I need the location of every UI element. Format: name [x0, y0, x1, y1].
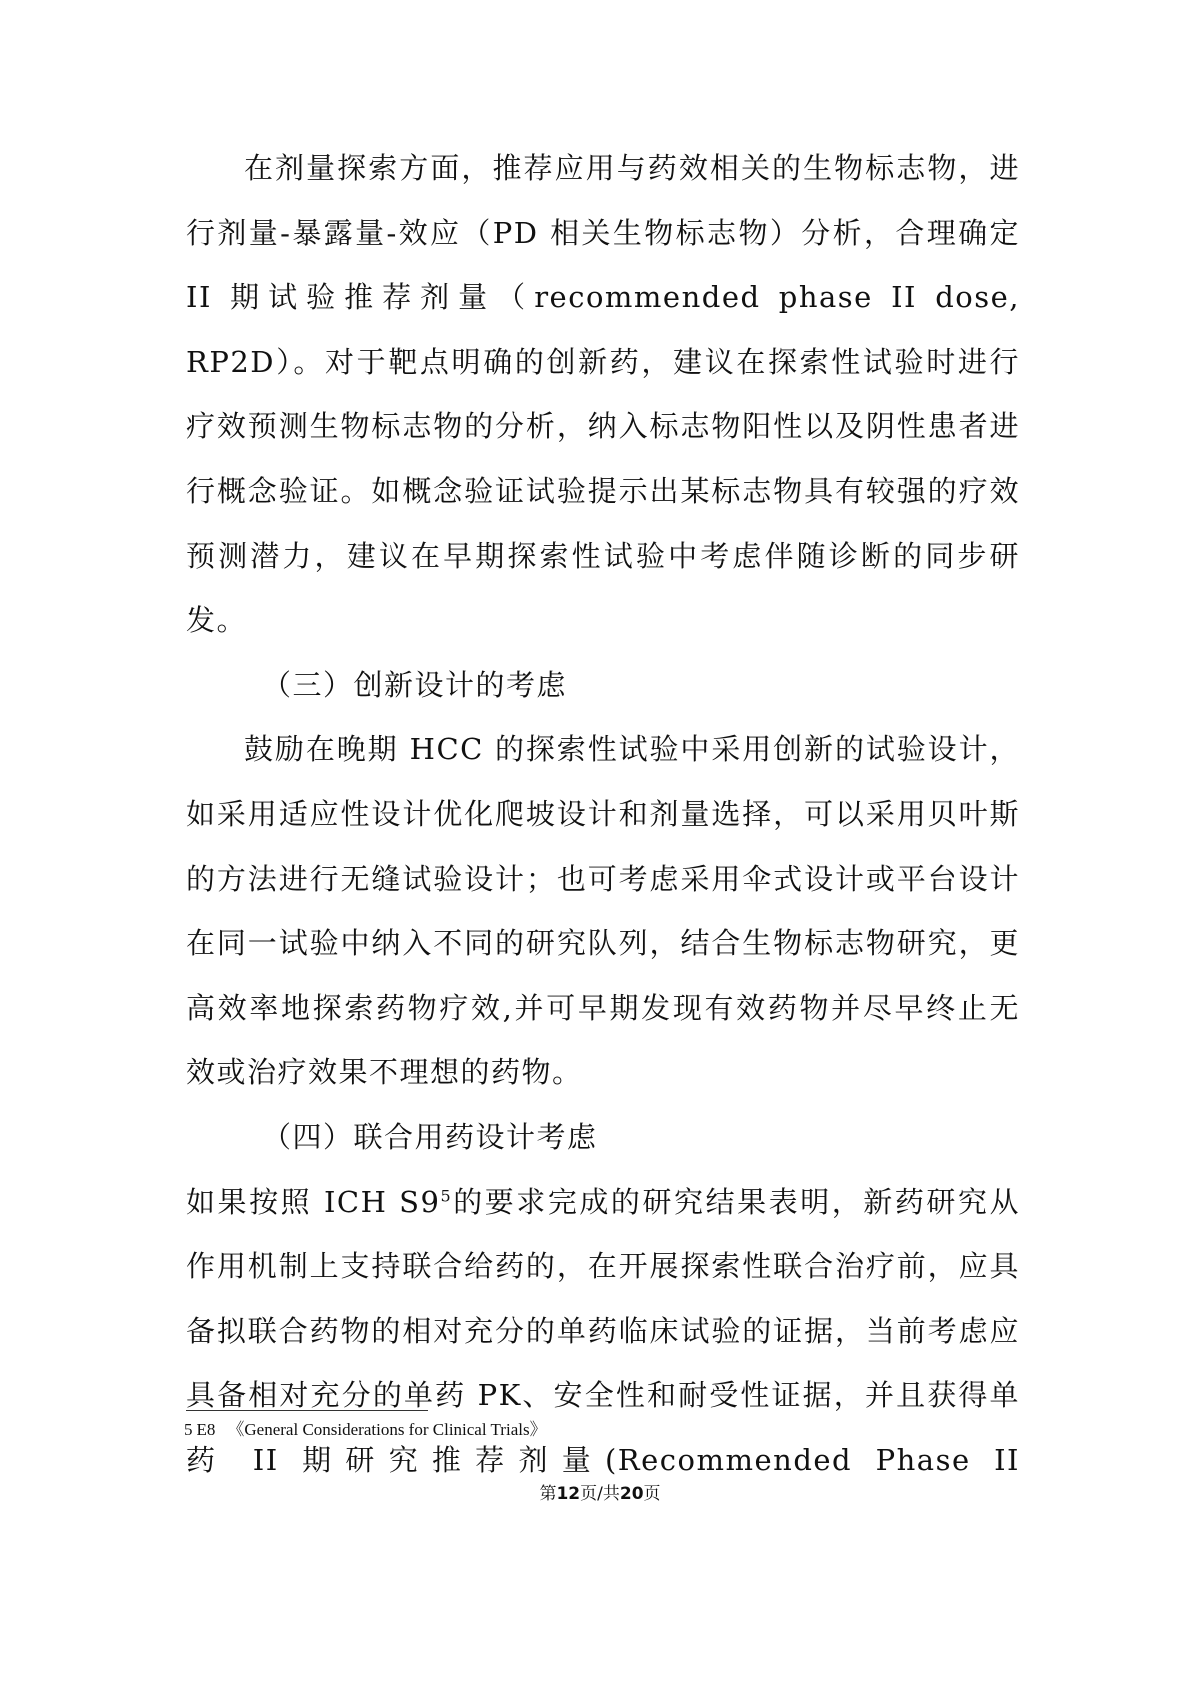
- footnote-divider: [186, 1410, 428, 1411]
- page-number-prefix: 第: [539, 1484, 557, 1504]
- paragraph-text-part: 如果按照 ICH S9: [186, 1184, 441, 1219]
- page-number-middle: 页/共: [580, 1484, 620, 1504]
- section-heading-combination-design: （四）联合用药设计考虑: [262, 1119, 598, 1154]
- page-number: [0, 1482, 1200, 1506]
- section-heading-innovative-design: （三）创新设计的考虑: [262, 667, 568, 702]
- paragraph-innovative-design: 鼓励在晚期 HCC 的探索性试验中采用创新的试验设计，如采用适应性设计优化爬坡设计和剂量选择，可以采用贝叶斯的方法进行无缝试验设计；也可考虑采用伞式设计或平台设计在同一试验中纳入不同的研究队列，结合生物标志物研究，更高效率地探索药物疗效,并可早期发现有效药物并尽早终止无效或治疗效果不理想的药物。: [186, 732, 1020, 1090]
- footnote-number: 5: [184, 1420, 193, 1439]
- page-number-suffix: 页: [643, 1484, 661, 1504]
- footnote-title: 《General Considerations for Clinical Trials》: [227, 1420, 547, 1439]
- paragraph-combination-design: [186, 1170, 1020, 1493]
- page-number-total: 20: [619, 1484, 644, 1504]
- footnote-reference: 5: [440, 1185, 453, 1205]
- body-text: [186, 136, 1020, 1492]
- footnote: [184, 1418, 547, 1442]
- page-number-current: 12: [556, 1484, 581, 1504]
- paragraph-dose-exploration: 在剂量探索方面，推荐应用与药效相关的生物标志物，进行剂量-暴露量-效应（PD 相关生物标志物）分析，合理确定 II 期试验推荐剂量（recommended phase II dose, RP2D）。对于靶点明确的创新药，建议在探索性试验时进行疗效预测生物标志物的分析，纳入标志物阳性以及阴性患者进行概念验证。如概念验证试验提示出某标志物具有较强的疗效预测潜力，建议在早期探索性试验中考虑伴随诊断的同步研发。: [186, 151, 1020, 638]
- paragraph-text-part: 的要求完成的研究结果表明，新药研究从作用机制上支持联合给药的，在开展探索性联合治疗前，应具备拟联合药物的相对充分的单药临床试验的证据，当前考虑应具备相对充分的单药 PK、安全性和耐受性证据，并且获得单药 II 期研究推荐剂量(Recommended Phase II: [186, 1184, 1020, 1477]
- footnote-code: E8: [196, 1420, 216, 1439]
